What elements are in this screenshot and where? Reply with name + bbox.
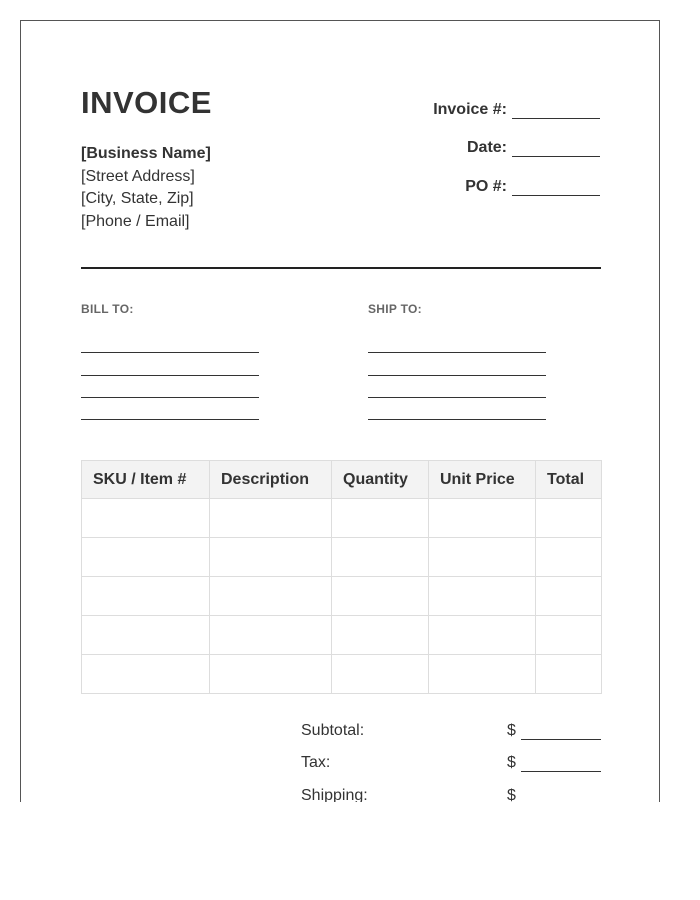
- ship-to-line[interactable]: [368, 397, 546, 398]
- table-row: [82, 616, 602, 655]
- header-divider: [81, 267, 601, 269]
- currency-symbol: $: [507, 787, 516, 802]
- date-row: [467, 135, 600, 157]
- table-cell[interactable]: [429, 655, 536, 694]
- bill-to-line[interactable]: [81, 419, 259, 420]
- table-cell[interactable]: [332, 655, 429, 694]
- ship-to-line[interactable]: [368, 375, 546, 376]
- table-cell[interactable]: [429, 499, 536, 538]
- bill-to-line[interactable]: [81, 397, 259, 398]
- table-cell[interactable]: [429, 538, 536, 577]
- table-cell[interactable]: [82, 538, 210, 577]
- business-city: [City, State, Zip]: [81, 190, 194, 207]
- table-cell[interactable]: [210, 499, 332, 538]
- shipping-label: Shipping:: [301, 787, 368, 802]
- table-row: [82, 655, 602, 694]
- column-header-sku: SKU / Item #: [82, 461, 210, 499]
- table-cell[interactable]: [210, 655, 332, 694]
- table-row: [82, 538, 602, 577]
- business-name: [Business Name]: [81, 145, 211, 162]
- column-header-unit-price: Unit Price: [429, 461, 536, 499]
- column-header-description: Description: [210, 461, 332, 499]
- table-cell[interactable]: [536, 616, 602, 655]
- table-cell[interactable]: [210, 616, 332, 655]
- column-header-total: Total: [536, 461, 602, 499]
- invoice-number-field[interactable]: [512, 103, 600, 119]
- table-cell[interactable]: [210, 538, 332, 577]
- bill-to-line[interactable]: [81, 352, 259, 353]
- invoice-number-row: [433, 97, 600, 119]
- line-items-table: [81, 460, 602, 694]
- invoice-number-label: Invoice #:: [433, 101, 507, 118]
- tax-field[interactable]: [521, 756, 601, 772]
- tax-label: Tax:: [301, 754, 331, 771]
- subtotal-value: [507, 722, 601, 740]
- ship-to-line[interactable]: [368, 352, 546, 353]
- subtotal-field[interactable]: [521, 724, 601, 740]
- subtotal-label: Subtotal:: [301, 722, 365, 739]
- table-cell[interactable]: [82, 577, 210, 616]
- currency-symbol: $: [507, 722, 516, 739]
- table-cell[interactable]: [429, 577, 536, 616]
- table-header-row: [82, 461, 602, 499]
- po-number-field[interactable]: [512, 180, 600, 196]
- shipping-value: [507, 787, 516, 802]
- table-cell[interactable]: [82, 499, 210, 538]
- table-cell[interactable]: [332, 577, 429, 616]
- table-cell[interactable]: [429, 616, 536, 655]
- table-row: [82, 499, 602, 538]
- table-cell[interactable]: [210, 577, 332, 616]
- table-cell[interactable]: [536, 499, 602, 538]
- invoice-title: INVOICE: [81, 85, 212, 120]
- bill-to-line[interactable]: [81, 375, 259, 376]
- date-field[interactable]: [512, 141, 600, 157]
- currency-symbol: $: [507, 754, 516, 771]
- business-contact: [Phone / Email]: [81, 212, 190, 230]
- table-row: [82, 577, 602, 616]
- table-cell[interactable]: [332, 538, 429, 577]
- table-cell[interactable]: [536, 655, 602, 694]
- table-cell[interactable]: [536, 538, 602, 577]
- po-number-label: PO #:: [465, 178, 507, 195]
- bill-to-label: BILL TO:: [81, 302, 134, 316]
- invoice-page: [20, 20, 660, 802]
- date-label: Date:: [466, 139, 507, 156]
- table-cell[interactable]: [82, 616, 210, 655]
- business-info: [81, 143, 211, 233]
- table-cell[interactable]: [332, 499, 429, 538]
- table-cell[interactable]: [82, 655, 210, 694]
- business-street: [Street Address]: [81, 167, 195, 185]
- po-number-row: [465, 174, 600, 196]
- ship-to-label: SHIP TO:: [368, 302, 422, 316]
- table-cell[interactable]: [332, 616, 429, 655]
- tax-value: [507, 754, 601, 772]
- column-header-quantity: Quantity: [332, 461, 429, 499]
- ship-to-line[interactable]: [368, 419, 546, 420]
- table-cell[interactable]: [536, 577, 602, 616]
